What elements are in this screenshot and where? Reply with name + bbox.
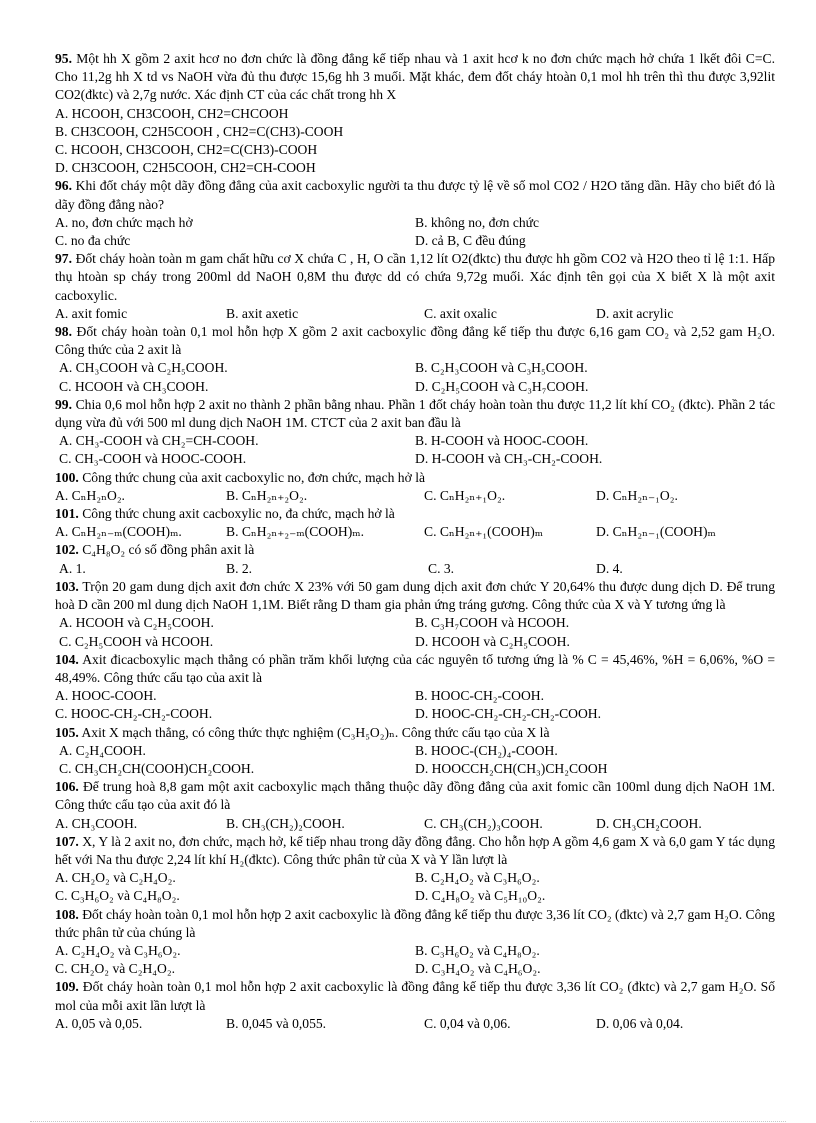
question-number: 102.	[55, 542, 79, 558]
option-b: B. CₙH₂ₙ₊₂₋ₘ(COOH)ₘ.	[226, 524, 364, 540]
option-b: B. 2.	[226, 560, 253, 576]
option-a: A. 0,05 và 0,05.	[55, 1015, 143, 1031]
question-body: Đốt cháy hoàn toàn 0,1 mol hỗn hợp X gồm 2 axit cacboxylic đồng đẳng kế tiếp thu được 6,16 gam CO₂ và 2,52 gam H₂O. Công thức của 2 axit là	[55, 324, 775, 358]
question-number: 95.	[55, 51, 72, 66]
option-c: C. CH₃CH₂CH(COOH)CH₂COOH.	[59, 760, 255, 776]
option-d: D. cả B, C đều đúng	[415, 233, 526, 249]
question-number: 96.	[55, 178, 72, 194]
option-d: D. axit acrylic	[596, 305, 674, 321]
question-body: X, Y là 2 axit no, đơn chức, mạch hở, kế tiếp nhau trong dãy đồng đẳng. Cho hỗn hợp A gồm 4,6 gam X và 6,0 gam Y tác dụng hết với Na thu được 2,24 lít khí H₂(đktc). Công thức phân tử của X và Y lần lượt là	[55, 833, 775, 867]
option-b: B. không no, đơn chức	[415, 214, 540, 230]
option-a: A. CH₃COOH.	[55, 815, 138, 831]
question-text	[55, 323, 775, 359]
option-a: A. 1.	[59, 560, 86, 576]
question-body: Công thức chung của axit cacboxylic no, đơn chức, mạch hở là	[82, 469, 426, 485]
answer-options	[55, 523, 775, 541]
question-body: Trộn 20 gam dung dịch axit đơn chức X 23% với 50 gam dung dịch axit đơn chức Y 20,64% thu được dung dịch D. Để trung hoà D cần 200 ml dung dịch NaOH 1,1M. Biết rằng D tham gia phản ứng tráng gương. Công thức của X và Y tương ứng là	[55, 578, 776, 613]
question-number: 99.	[55, 396, 72, 412]
option-c: C. CₙH₂ₙ₊₁O₂.	[424, 487, 506, 503]
option-d: D. CₙH₂ₙ₋₁(COOH)ₘ	[596, 524, 716, 540]
option-a: A. no, đơn chức mạch hở	[55, 214, 193, 230]
option-a: A. HOOC-COOH.	[55, 688, 157, 704]
option-c: C. 0,04 và 0,06.	[424, 1015, 511, 1031]
option-b: B. C₃H₇COOH và HCOOH.	[415, 615, 570, 631]
question-number: 105.	[55, 724, 79, 740]
question-number: 97.	[55, 251, 72, 267]
question-text	[55, 396, 775, 432]
option-d: D. HCOOH và C₂H₅COOH.	[415, 633, 570, 649]
option-a: A. HCOOH và C₂H₅COOH.	[59, 615, 214, 631]
option-c: C. HCOOH và CH₃COOH.	[59, 378, 209, 394]
option-c: C. 3.	[428, 560, 455, 576]
option-c: C. CH₂O₂ và C₂H₄O₂.	[55, 961, 175, 977]
document-page	[55, 50, 775, 1033]
option-c: C. HOOC-CH₂-CH₂-COOH.	[55, 706, 213, 722]
option-a: A. CₙH₂ₙO₂.	[55, 487, 125, 503]
option-c: C. C₃H₆O₂ và C₄H₈O₂.	[55, 888, 180, 904]
question-104	[55, 651, 775, 724]
question-105	[55, 724, 775, 779]
answer-options	[55, 687, 775, 723]
answer-options	[55, 869, 775, 905]
answer-options	[55, 614, 775, 650]
question-body: Đốt cháy hoàn toàn 0,1 mol hỗn hợp 2 axit cacboxylic là đồng đẳng kế tiếp thu được 3,36 lít CO₂ (đktc) và 2,7 gam H₂O. Công thức phân tử của chúng là	[55, 906, 775, 940]
option-d: D. CH3COOH, C2H5COOH, CH2=CH-COOH	[55, 160, 316, 176]
option-d: D. CH₃CH₂COOH.	[596, 815, 702, 831]
question-body: C₄H₈O₂ có số đồng phân axit là	[82, 542, 255, 558]
question-number: 106.	[55, 779, 79, 795]
option-d: D. HOOCCH₂CH(CH₃)CH₂COOH	[415, 760, 608, 776]
answer-options	[55, 815, 775, 833]
option-c: C. C₂H₅COOH và HCOOH.	[59, 633, 214, 649]
question-number: 109.	[55, 979, 79, 995]
question-107	[55, 833, 775, 906]
question-body: Axit X mạch thẳng, có công thức thực nghiệm (C₃H₅O₂)ₙ. Công thức cấu tạo của X là	[81, 724, 550, 740]
option-d: D. C₃H₄O₂ và C₄H₆O₂.	[415, 961, 541, 977]
question-body: Để trung hoà 8,8 gam một axit cacboxylic mạch thẳng thuộc dãy đồng đẳng của axit fomic cần 100ml dung dịch NaOH 1M. Công thức cấu tạo của axit đó là	[55, 779, 775, 813]
question-body: Đốt cháy hoàn toàn 0,1 mol hỗn hợp 2 axit cacboxylic là đồng đẳng kế tiếp thu được 3,36 lít CO₂ (đktc) và 2,7 gam H₂O. Số mol của mỗi axit lần lượt là	[55, 979, 775, 1013]
question-text	[55, 469, 775, 487]
option-c: C. axit oxalic	[424, 305, 497, 321]
option-a: A. CH₃-COOH và CH₂=CH-COOH.	[59, 433, 259, 449]
option-c: C. no đa chức	[55, 233, 131, 249]
option-b: B. C₂H₄O₂ và C₃H₆O₂.	[415, 870, 540, 886]
question-text	[55, 177, 775, 213]
question-text	[55, 833, 775, 869]
option-b: B. CₙH₂ₙ₊₂O₂.	[226, 487, 308, 503]
option-c: C. CH₃(CH₂)₃COOH.	[424, 815, 543, 831]
question-number: 104.	[55, 651, 79, 667]
option-b: B. H-COOH và HOOC-COOH.	[415, 433, 589, 449]
question-text	[55, 250, 775, 305]
option-a: A. CₙH₂ₙ₋ₘ(COOH)ₘ.	[55, 524, 182, 540]
option-d: D. HOOC-CH₂-CH₂-CH₂-COOH.	[415, 706, 602, 722]
question-text	[55, 906, 775, 942]
option-b: B. 0,045 và 0,055.	[226, 1015, 327, 1031]
option-d: D. CₙH₂ₙ₋₁O₂.	[596, 487, 678, 503]
option-b: B. C₂H₃COOH và C₃H₅COOH.	[415, 360, 588, 376]
answer-options	[55, 359, 775, 395]
option-a: A. CH₃COOH và C₂H₅COOH.	[59, 360, 228, 376]
question-text	[55, 724, 775, 742]
question-100	[55, 469, 775, 505]
option-b: B. CH3COOH, C2H5COOH , CH2=C(CH3)-COOH	[55, 123, 344, 139]
question-text	[55, 578, 775, 614]
question-number: 98.	[55, 324, 72, 340]
answer-options	[55, 1015, 775, 1033]
question-number: 103.	[55, 578, 79, 594]
question-text	[55, 50, 775, 105]
option-d: D. C₄H₈O₂ và C₅H₁₀O₂.	[415, 888, 546, 904]
question-text	[55, 978, 775, 1014]
answer-options	[55, 105, 775, 178]
question-109	[55, 978, 775, 1033]
question-95	[55, 50, 775, 177]
option-b: B. axit axetic	[226, 305, 299, 321]
question-body: Công thức chung axit cacboxylic no, đa chức, mạch hở là	[82, 506, 395, 522]
question-body: Đốt cháy hoàn toàn m gam chất hữu cơ X chứa C , H, O cần 1,12 lít O2(đktc) thu được hh gồm CO2 và H2O theo tỉ lệ 1:1. Hấp thụ htoàn sp cháy trong 200ml dd NaOH 0,8M thu được dd có chứa 9,72g muối. Xác định tên gọi của X biết X là một axit cacboxylic.	[55, 251, 775, 303]
question-108	[55, 906, 775, 979]
question-106	[55, 778, 775, 833]
option-d: D. 0,06 và 0,04.	[596, 1015, 684, 1031]
question-text	[55, 778, 775, 814]
answer-options	[55, 487, 775, 505]
question-number: 101.	[55, 506, 79, 522]
option-a: A. CH₂O₂ và C₂H₄O₂.	[55, 870, 176, 886]
question-body: Axit đicacboxylic mạch thẳng có phần trăm khối lượng của các nguyên tố tương ứng là % C = 45,46%, %H = 6,06%, %O = 48,49%. Công thức cấu tạo của axit là	[55, 651, 775, 685]
question-98	[55, 323, 775, 396]
question-text	[55, 505, 775, 523]
option-b: B. HOOC-CH₂-COOH.	[415, 688, 544, 704]
option-a: A. C₂H₄COOH.	[59, 742, 146, 758]
question-101	[55, 505, 775, 541]
question-text	[55, 651, 775, 687]
option-a: A. axit fomic	[55, 305, 128, 321]
question-body: Một hh X gồm 2 axit hcơ no đơn chức là đồng đẳng kế tiếp nhau và 1 axit hcơ k no đơn chức mạch hở chứa 1 lkết đôi C=C. Cho 11,2g hh X td vs NaOH vừa đủ thu được 15,6g hh 3 muối. Mặt khác, đem đốt cháy htoàn 0,1 mol hh trên thì thu được 3,92lit CO2(đktc) và 2,7g nước. Xác định CT của các chất trong hh X	[55, 51, 775, 103]
option-b: B. CH₃(CH₂)₂COOH.	[226, 815, 345, 831]
option-d: D. C₂H₅COOH và C₃H₇COOH.	[415, 378, 589, 394]
question-text	[55, 541, 775, 559]
answer-options	[55, 214, 775, 250]
footer-divider	[30, 1121, 786, 1122]
answer-options	[55, 942, 775, 978]
option-b: B. HOOC-(CH₂)₄-COOH.	[415, 742, 558, 758]
option-d: D. H-COOH và CH₃-CH₂-COOH.	[415, 451, 603, 467]
question-body: Khi đốt cháy một dãy đồng đẳng của axit cacboxylic người ta thu được tỷ lệ về số mol CO2 / H2O tăng dần. Hãy cho biết đó là dãy đồng đẳng nào?	[55, 178, 775, 212]
option-c: C. HCOOH, CH3COOH, CH2=C(CH3)-COOH	[55, 142, 318, 158]
question-body: Chia 0,6 mol hỗn hợp 2 axit no thành 2 phần bằng nhau. Phần 1 đốt cháy hoàn toàn thu được 11,2 lít khí CO₂ (đktc). Phần 2 tác dụng vừa đủ với 500 ml dung dịch NaOH 1M. CTCT của 2 axit ban đầu là	[55, 396, 775, 431]
question-number: 100.	[55, 469, 79, 485]
question-number: 107.	[55, 833, 79, 849]
answer-options	[55, 432, 775, 468]
question-102	[55, 541, 775, 577]
option-c: C. CₙH₂ₙ₊₁(COOH)ₘ	[424, 524, 544, 540]
question-number: 108.	[55, 906, 79, 922]
option-a: A. HCOOH, CH3COOH, CH2=CHCOOH	[55, 105, 289, 121]
question-96	[55, 177, 775, 250]
option-d: D. 4.	[596, 560, 623, 576]
question-97	[55, 250, 775, 323]
question-99	[55, 396, 775, 469]
option-b: B. C₃H₆O₂ và C₄H₈O₂.	[415, 942, 540, 958]
answer-options	[55, 560, 775, 578]
option-a: A. C₂H₄O₂ và C₃H₆O₂.	[55, 942, 181, 958]
answer-options	[55, 742, 775, 778]
question-103	[55, 578, 775, 651]
option-c: C. CH₃-COOH và HOOC-COOH.	[59, 451, 247, 467]
answer-options	[55, 305, 775, 323]
